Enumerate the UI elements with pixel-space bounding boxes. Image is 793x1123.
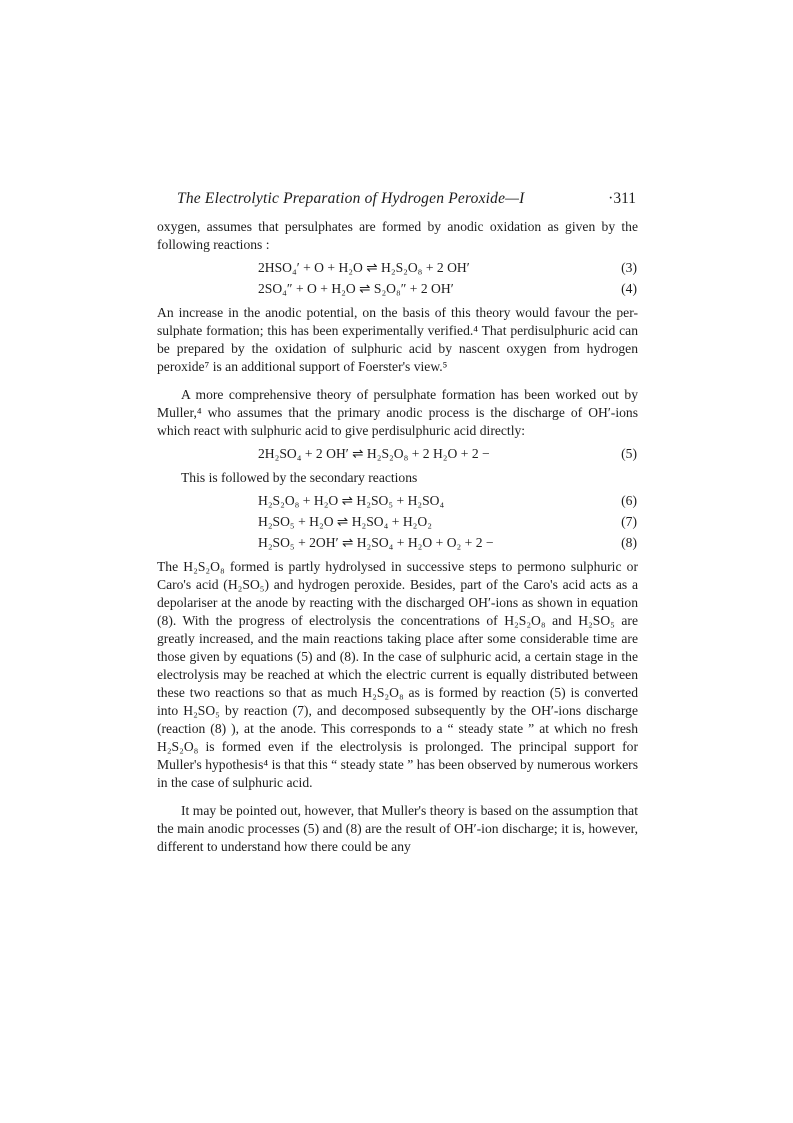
equation-group-3 — [157, 490, 638, 553]
equation-expression: H₂SO₅ + H₂O ⇌ H₂SO₄ + H₂O₂ — [258, 514, 432, 529]
page-number: ·311 — [608, 190, 636, 207]
equation-number: (3) — [621, 260, 637, 275]
equation-expression: 2SO₄″ + O + H₂O ⇌ S₂O₈″ + 2 OH′ — [258, 281, 454, 296]
equation-expression: 2H₂SO₄ + 2 OH′ ⇌ H₂S₂O₈ + 2 H₂O + 2 − — [258, 446, 490, 461]
equation-5 — [157, 443, 638, 464]
equation-expression: H₂SO₅ + 2OH′ ⇌ H₂SO₄ + H₂O + O₂ + 2 − — [258, 535, 494, 550]
equation-8 — [157, 532, 638, 553]
paragraph-4: This is followed by the secondary reactions — [181, 470, 418, 485]
paragraph-2: An increase in the anodic potential, on the basis of this theory would favour the per-sulphate formation; this has been experimentally verified.⁴ That perdisulphuric acid can be prepared by the oxidation of sulphuric acid by nascent oxygen from hydrogen peroxide⁷ is an additional support of Foerster's view.⁵ — [157, 305, 638, 374]
paragraph-5: The H₂S₂O₈ formed is partly hydrolysed in successive steps to permono sulphuric or Caro's acid (H₂SO₅) and hydrogen peroxide. Besides, part of the Caro's acid acts as a depolariser at the anode by reacting with the discharged OH′-ions as shown in equation (8). With the progress of electrolysis the concentrations of H₂S₂O₈ and H₂SO₅ are greatly increased, and the main reactions taking place after some considerable time are those given by equations (5) and (8). In the case of sulphuric acid, a certain stage in the electrolysis may be reached at which the electric current is equally distributed between these two reactions so that as much H₂S₂O₈ as is formed by reaction (5) is converted into H₂SO₅ by reaction (7), and decomposed subsequently by the OH′-ions discharge (reaction (8) ), at the anode. This corresponds to a “ steady state ” at which no fresh H₂S₂O₈ is formed even if the electrolysis is prolonged. The principal support for Muller's hypothesis⁴ is that this “ steady state ” has been observed by numerous workers in the case of sulphuric acid. — [157, 559, 638, 790]
equation-6 — [157, 490, 638, 511]
equation-group-1 — [157, 257, 638, 299]
page — [157, 190, 638, 856]
equation-number: (7) — [621, 514, 637, 529]
paragraph-1: oxygen, assumes that persulphates are formed by anodic oxidation as given by the following reactions : — [157, 219, 638, 252]
equation-number: (6) — [621, 493, 637, 508]
equation-group-2 — [157, 443, 638, 464]
running-head — [157, 190, 638, 212]
paragraph-6: It may be pointed out, however, that Muller's theory is based on the assumption that the main anodic processes (5) and (8) are the result of OH′-ion discharge; it is, however, different to understand how there could be any — [157, 803, 638, 854]
equation-7 — [157, 511, 638, 532]
equation-4 — [157, 278, 638, 299]
equation-expression: H₂S₂O₈ + H₂O ⇌ H₂SO₅ + H₂SO₄ — [258, 493, 445, 508]
equation-number: (8) — [621, 535, 637, 550]
equation-expression: 2HSO₄′ + O + H₂O ⇌ H₂S₂O₈ + 2 OH′ — [258, 260, 470, 275]
equation-3 — [157, 257, 638, 278]
running-head-title: The Electrolytic Preparation of Hydrogen Peroxide—I — [177, 190, 525, 207]
equation-number: (4) — [621, 281, 637, 296]
equation-number: (5) — [621, 446, 637, 461]
paragraph-3: A more comprehensive theory of persulphate formation has been worked out by Muller,⁴ who assumes that the primary anodic process is the discharge of OH′-ions which react with sulphuric acid to give perdisulphuric acid directly: — [157, 387, 638, 438]
